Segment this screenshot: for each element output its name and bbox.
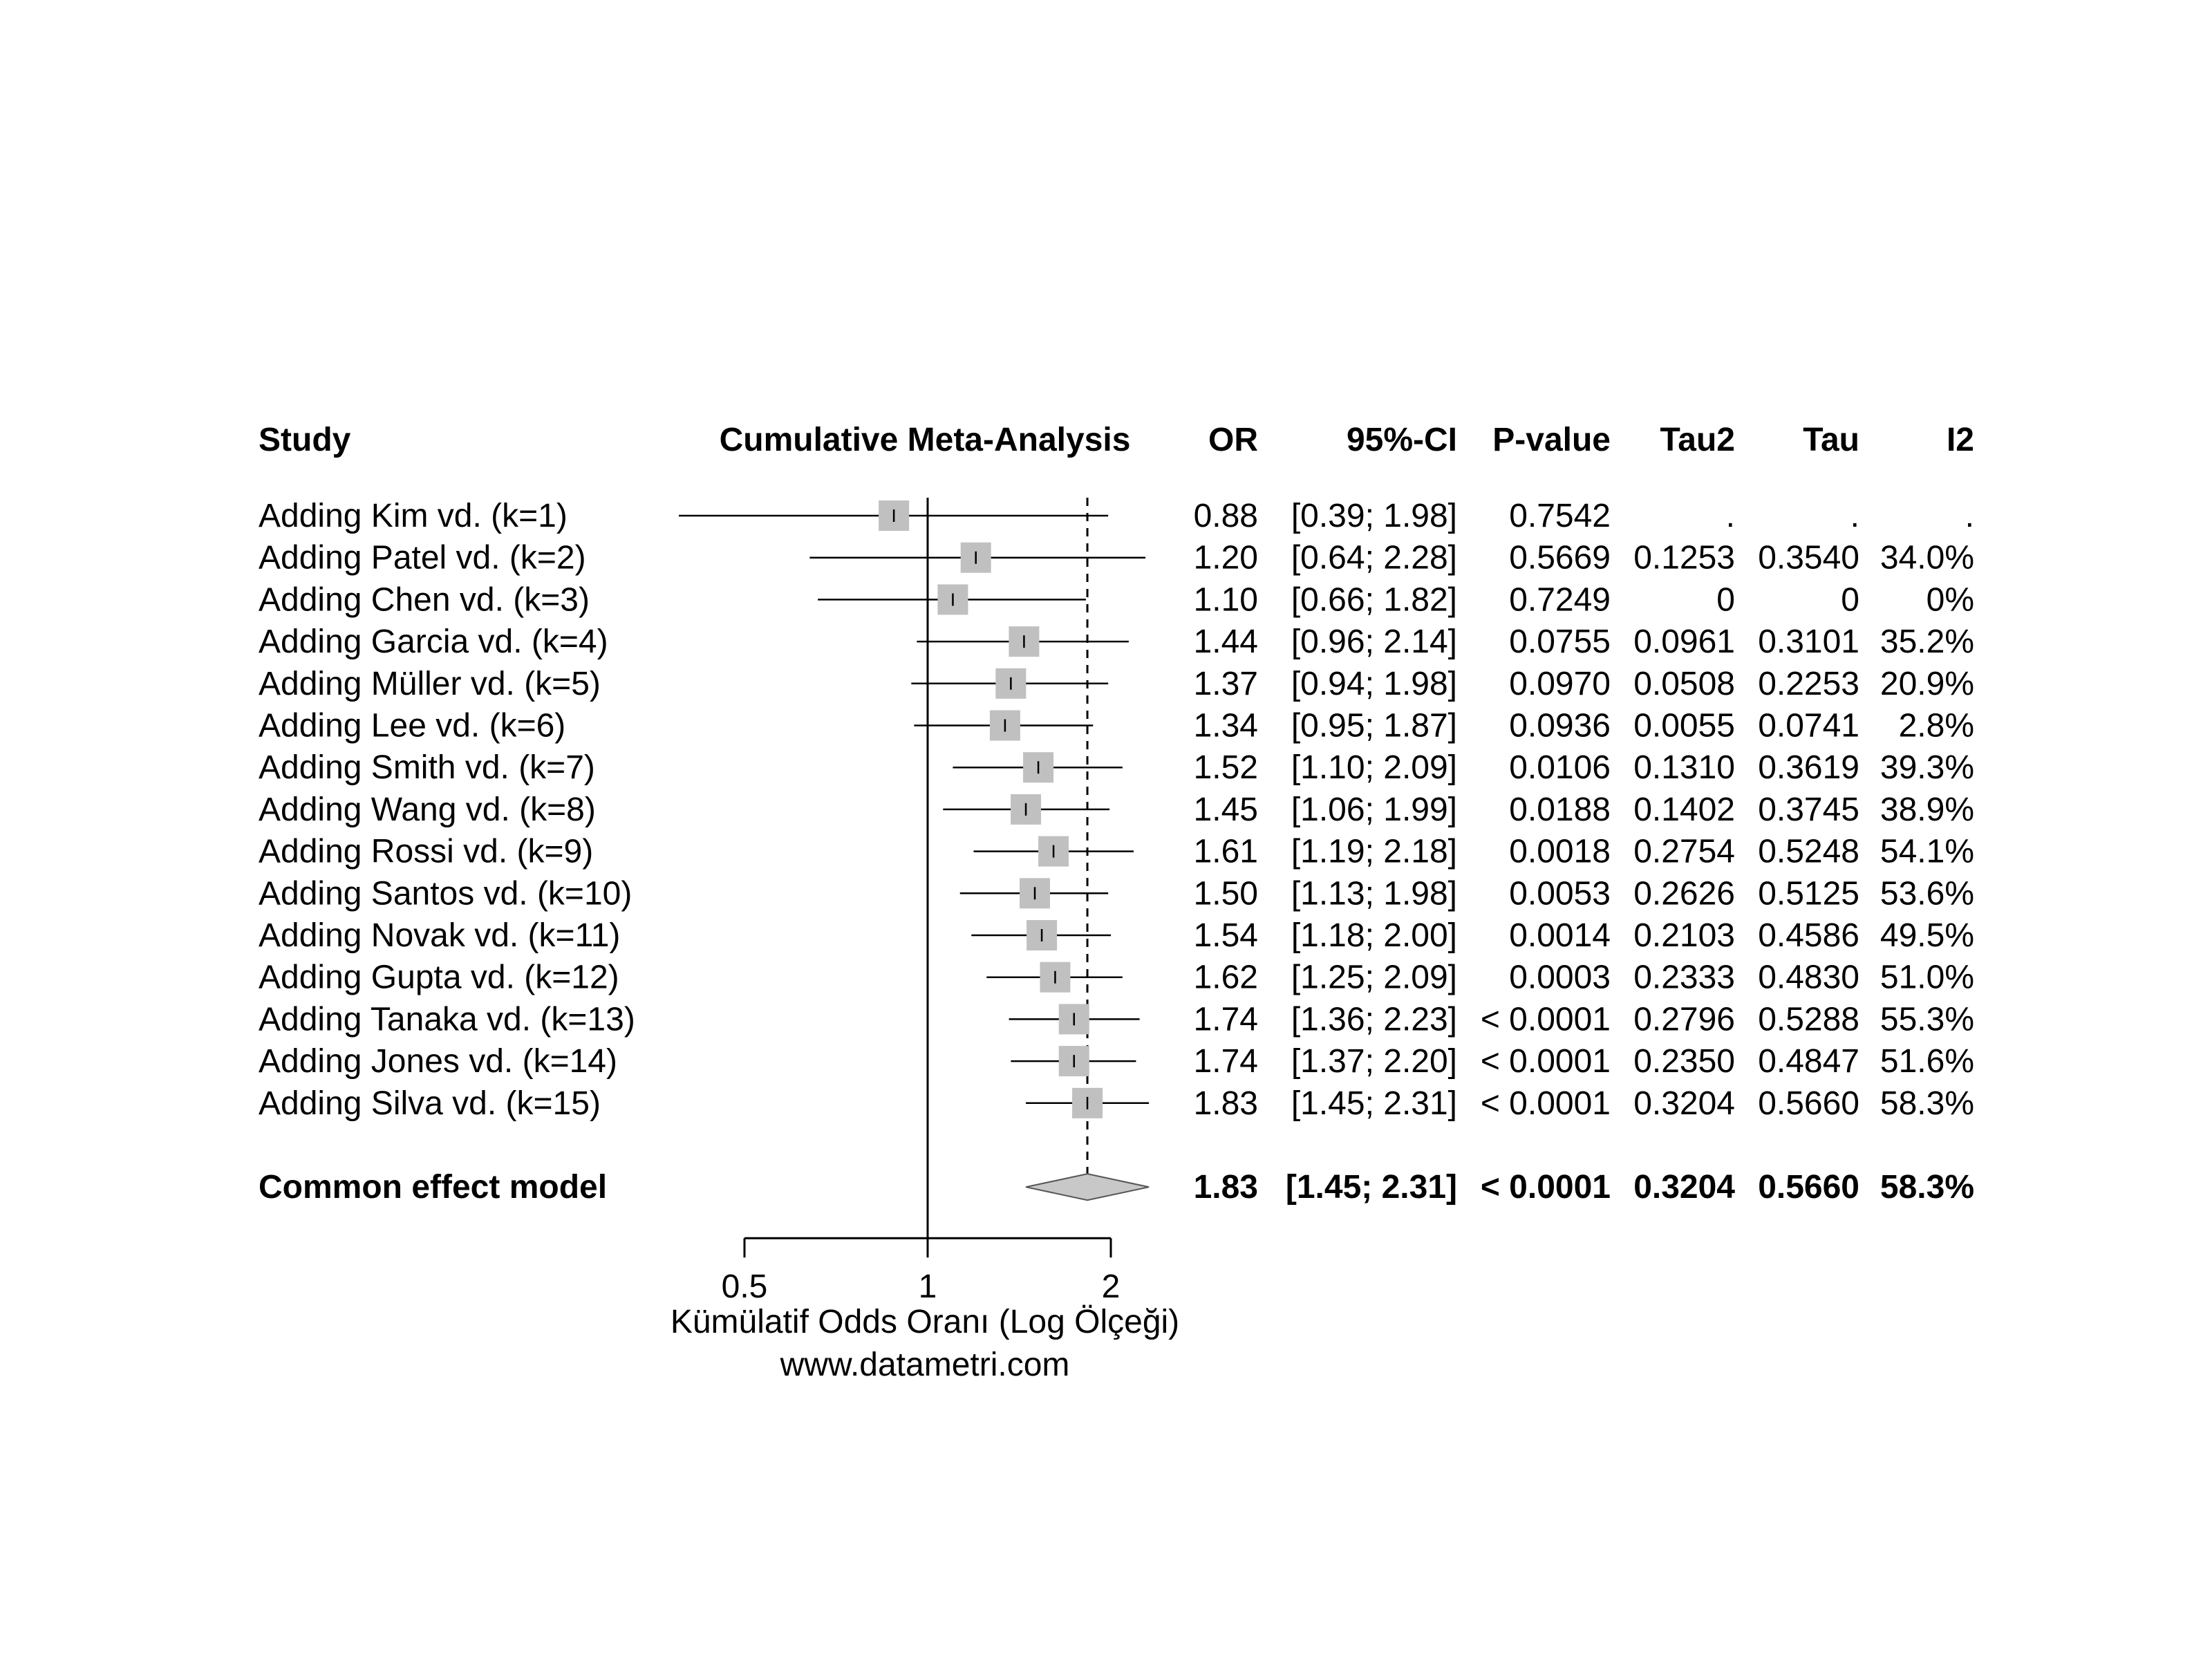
p-value: 0.0936 [1509,707,1611,744]
p-value: 0.0018 [1509,833,1611,870]
or-value: 1.52 [1193,749,1258,787]
table-row [259,540,1974,577]
study-rows [259,498,1974,1122]
tau2-value: 0.1402 [1633,791,1735,828]
tau-value: 0.4847 [1758,1043,1859,1080]
tau-value: 0.3745 [1758,791,1859,828]
summary-ci: [1.45; 2.31] [1285,1169,1457,1206]
table-row [259,875,1974,912]
study-label: Adding Müller vd. (k=5) [259,665,601,702]
summary-or: 1.83 [1193,1169,1258,1206]
table-row [259,749,1974,786]
or-value: 1.37 [1193,665,1258,702]
tau2-value: 0.1310 [1633,749,1735,787]
i2-value: 58.3% [1880,1085,1974,1122]
p-value: 0.0053 [1509,875,1611,912]
summary-tau: 0.5660 [1758,1169,1859,1206]
tau-value: 0.5660 [1758,1085,1859,1122]
ci-value: [1.10; 2.09] [1291,749,1457,787]
table-row [259,708,1974,744]
x-axis [722,1238,1121,1305]
x-tick-label: 2 [1101,1268,1121,1306]
tau-value: 0.0741 [1758,707,1859,744]
p-value: 0.0003 [1509,959,1611,996]
i2-value: . [1965,498,1974,534]
study-label: Adding Garcia vd. (k=4) [259,624,608,661]
tau2-value: 0.2333 [1633,959,1735,996]
tau-value: 0.5248 [1758,833,1859,870]
tau2-value: 0.2754 [1633,833,1735,870]
study-label: Adding Jones vd. (k=14) [259,1043,617,1080]
table-row [259,1001,1974,1038]
header-tau2: Tau2 [1660,422,1735,458]
tau2-value: 0.2626 [1633,875,1735,912]
table-row [259,791,1974,828]
tau2-value: 0.1253 [1633,539,1735,577]
i2-value: 39.3% [1880,749,1974,787]
table-row [259,834,1974,870]
tau2-value: 0 [1716,581,1735,619]
i2-value: 34.0% [1880,539,1974,577]
ci-value: [1.19; 2.18] [1291,833,1457,870]
study-label: Adding Smith vd. (k=7) [259,749,595,787]
ci-value: [1.37; 2.20] [1291,1043,1457,1080]
table-row [259,959,1974,996]
p-value: < 0.0001 [1480,1001,1611,1038]
or-value: 1.34 [1193,707,1258,744]
tau2-value: . [1725,498,1735,534]
footer-url: www.datametri.com [780,1347,1070,1383]
or-value: 1.44 [1193,624,1258,661]
or-value: 1.74 [1193,1043,1258,1080]
p-value: 0.5669 [1509,539,1611,577]
tau-value: 0.3540 [1758,539,1859,577]
table-row [259,624,1974,660]
header-ci: 95%-CI [1346,422,1457,458]
ci-value: [0.96; 2.14] [1291,624,1457,661]
i2-value: 38.9% [1880,791,1974,828]
ci-value: [0.39; 1.98] [1291,498,1457,534]
study-label: Adding Silva vd. (k=15) [259,1085,601,1122]
study-label: Adding Novak vd. (k=11) [259,917,621,954]
or-value: 1.83 [1193,1085,1258,1122]
table-row [259,1085,1974,1122]
study-label: Adding Chen vd. (k=3) [259,581,590,619]
study-label: Adding Tanaka vd. (k=13) [259,1001,635,1038]
p-value: 0.0970 [1509,665,1611,702]
i2-value: 49.5% [1880,917,1974,954]
or-value: 1.54 [1193,917,1258,954]
or-value: 1.74 [1193,1001,1258,1038]
table-row [259,666,1974,702]
p-value: 0.0755 [1509,624,1611,661]
study-label: Adding Wang vd. (k=8) [259,791,596,828]
tau-value: 0.5125 [1758,875,1859,912]
tau2-value: 0.0961 [1633,624,1735,661]
tau-value: 0.2253 [1758,665,1859,702]
table-row [259,1043,1974,1080]
ci-value: [0.64; 2.28] [1291,539,1457,577]
ci-value: [1.13; 1.98] [1291,875,1457,912]
or-value: 1.20 [1193,539,1258,577]
study-label: Adding Gupta vd. (k=12) [259,959,619,996]
study-label: Adding Patel vd. (k=2) [259,539,586,577]
header-i2: I2 [1946,422,1974,458]
summary-tau2: 0.3204 [1633,1169,1735,1206]
header-tau: Tau [1803,422,1859,458]
i2-value: 54.1% [1880,833,1974,870]
study-label: Adding Kim vd. (k=1) [259,498,568,534]
ci-value: [1.45; 2.31] [1291,1085,1457,1122]
tau2-value: 0.2796 [1633,1001,1735,1038]
or-value: 1.10 [1193,581,1258,619]
or-value: 1.50 [1193,875,1258,912]
table-row [259,917,1974,954]
p-value: 0.7542 [1509,498,1611,534]
or-value: 0.88 [1193,498,1258,534]
table-row [259,581,1974,618]
tau-value: 0 [1841,581,1859,619]
i2-value: 55.3% [1880,1001,1974,1038]
ci-value: [0.66; 1.82] [1291,581,1457,619]
p-value: 0.0014 [1509,917,1611,954]
or-value: 1.61 [1193,833,1258,870]
or-value: 1.62 [1193,959,1258,996]
header-p-value: P-value [1492,422,1611,458]
summary-i2: 58.3% [1880,1169,1974,1206]
p-value: 0.0106 [1509,749,1611,787]
x-tick-label: 0.5 [721,1268,768,1306]
study-label: Adding Santos vd. (k=10) [259,875,632,912]
tau-value: 0.4830 [1758,959,1859,996]
tau2-value: 0.3204 [1633,1085,1735,1122]
ci-value: [0.95; 1.87] [1291,707,1457,744]
ci-value: [1.36; 2.23] [1291,1001,1457,1038]
i2-value: 0% [1926,581,1974,619]
tau2-value: 0.2350 [1633,1043,1735,1080]
p-value: 0.0188 [1509,791,1611,828]
header-plot: Cumulative Meta-Analysis [719,422,1131,458]
x-axis-label: Kümülatif Odds Oranı (Log Ölçeği) [670,1304,1180,1340]
i2-value: 35.2% [1880,624,1974,661]
summary-p-value: < 0.0001 [1480,1169,1611,1206]
study-label: Adding Lee vd. (k=6) [259,707,566,744]
tau-value: 0.3619 [1758,749,1859,787]
study-label: Adding Rossi vd. (k=9) [259,833,594,870]
tau2-value: 0.2103 [1633,917,1735,954]
table-row [259,498,1974,534]
summary-label: Common effect model [259,1169,608,1206]
i2-value: 53.6% [1880,875,1974,912]
tau2-value: 0.0055 [1633,707,1735,744]
i2-value: 20.9% [1880,665,1974,702]
i2-value: 51.6% [1880,1043,1974,1080]
i2-value: 2.8% [1898,707,1974,744]
header-or: OR [1208,422,1258,458]
summary-row [259,1169,1974,1206]
ci-value: [1.06; 1.99] [1291,791,1457,828]
tau-value: 0.5288 [1758,1001,1859,1038]
i2-value: 51.0% [1880,959,1974,996]
ci-value: [1.25; 2.09] [1291,959,1457,996]
p-value: 0.7249 [1509,581,1611,619]
tau-value: . [1850,498,1859,534]
x-tick-label: 1 [918,1268,937,1306]
p-value: < 0.0001 [1480,1043,1611,1080]
p-value: < 0.0001 [1480,1085,1611,1122]
summary-diamond [1026,1174,1149,1200]
tau-value: 0.3101 [1758,624,1859,661]
ci-value: [1.18; 2.00] [1291,917,1457,954]
header-study: Study [259,422,351,458]
tau2-value: 0.0508 [1633,665,1735,702]
tau-value: 0.4586 [1758,917,1859,954]
or-value: 1.45 [1193,791,1258,828]
ci-value: [0.94; 1.98] [1291,665,1457,702]
